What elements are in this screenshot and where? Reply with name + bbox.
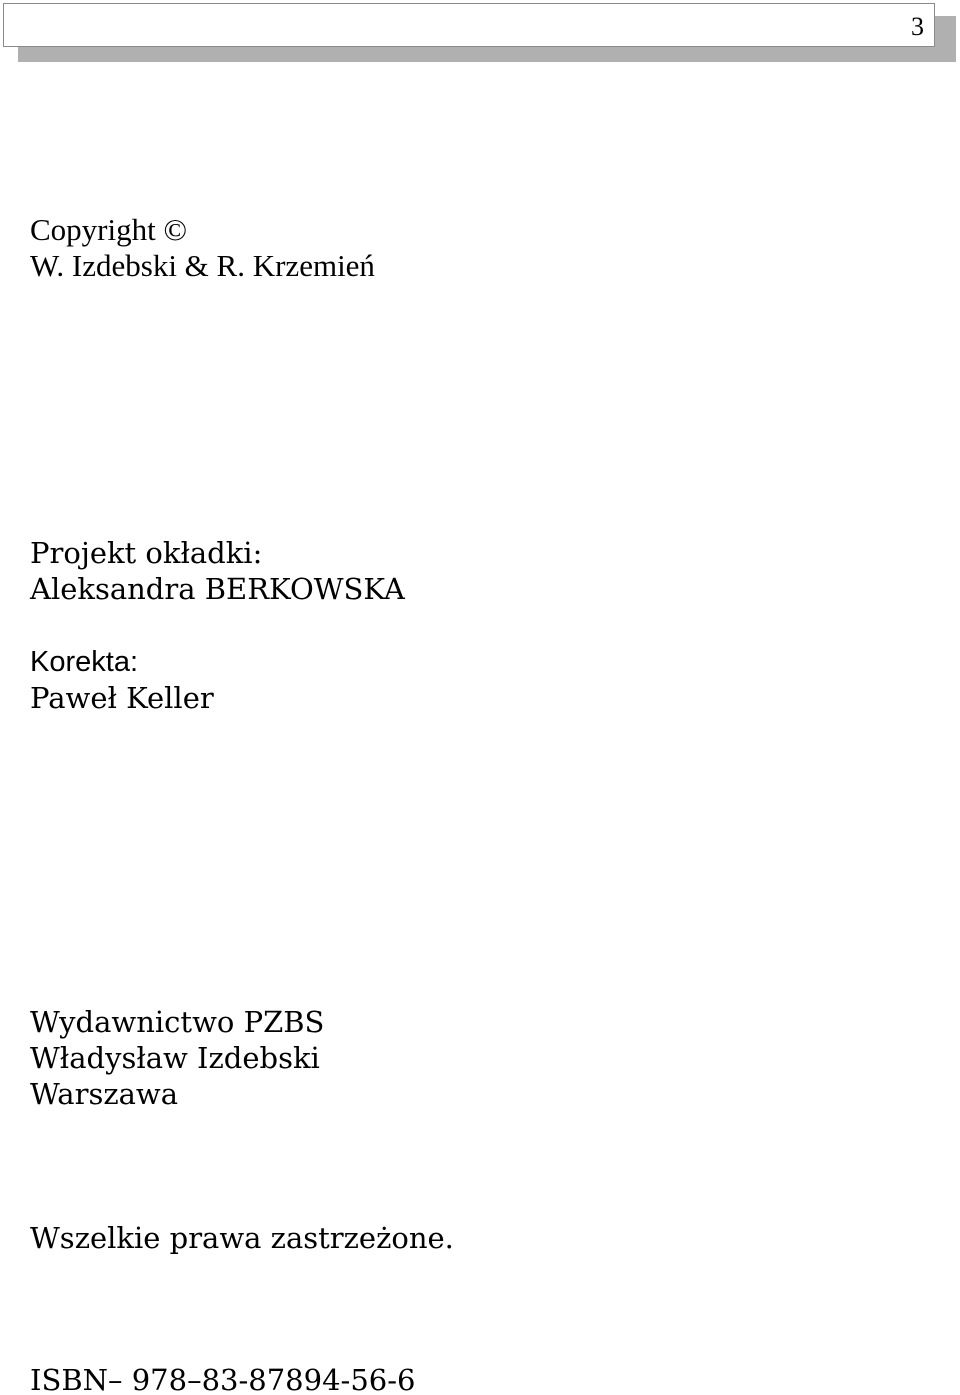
page-header [3, 3, 935, 47]
isbn-number: ISBN– 978–83-87894-56-6 [30, 1363, 416, 1395]
cover-design-block [30, 535, 405, 607]
publisher-owner: Władysław Izdebski [30, 1041, 320, 1075]
proofreader-name: Paweł Keller [30, 681, 214, 715]
copyright-line: Copyright © [30, 212, 188, 247]
publisher-name: Wydawnictwo PZBS [30, 1005, 325, 1039]
proofreading-label: Korekta: [30, 646, 138, 678]
isbn-block [30, 1362, 415, 1395]
rights-block [30, 1220, 454, 1256]
page-number: 3 [911, 12, 924, 41]
rights-reserved: Wszelkie prawa zastrzeżone. [30, 1221, 454, 1255]
copyright-block [30, 212, 375, 284]
publisher-city: Warszawa [30, 1077, 179, 1111]
copyright-authors: W. Izdebski & R. Krzemień [30, 248, 375, 283]
proofreading-block [30, 644, 214, 716]
publisher-block [30, 1004, 324, 1112]
cover-designer-name: Aleksandra BERKOWSKA [30, 572, 405, 606]
cover-design-label: Projekt okładki: [30, 536, 263, 570]
